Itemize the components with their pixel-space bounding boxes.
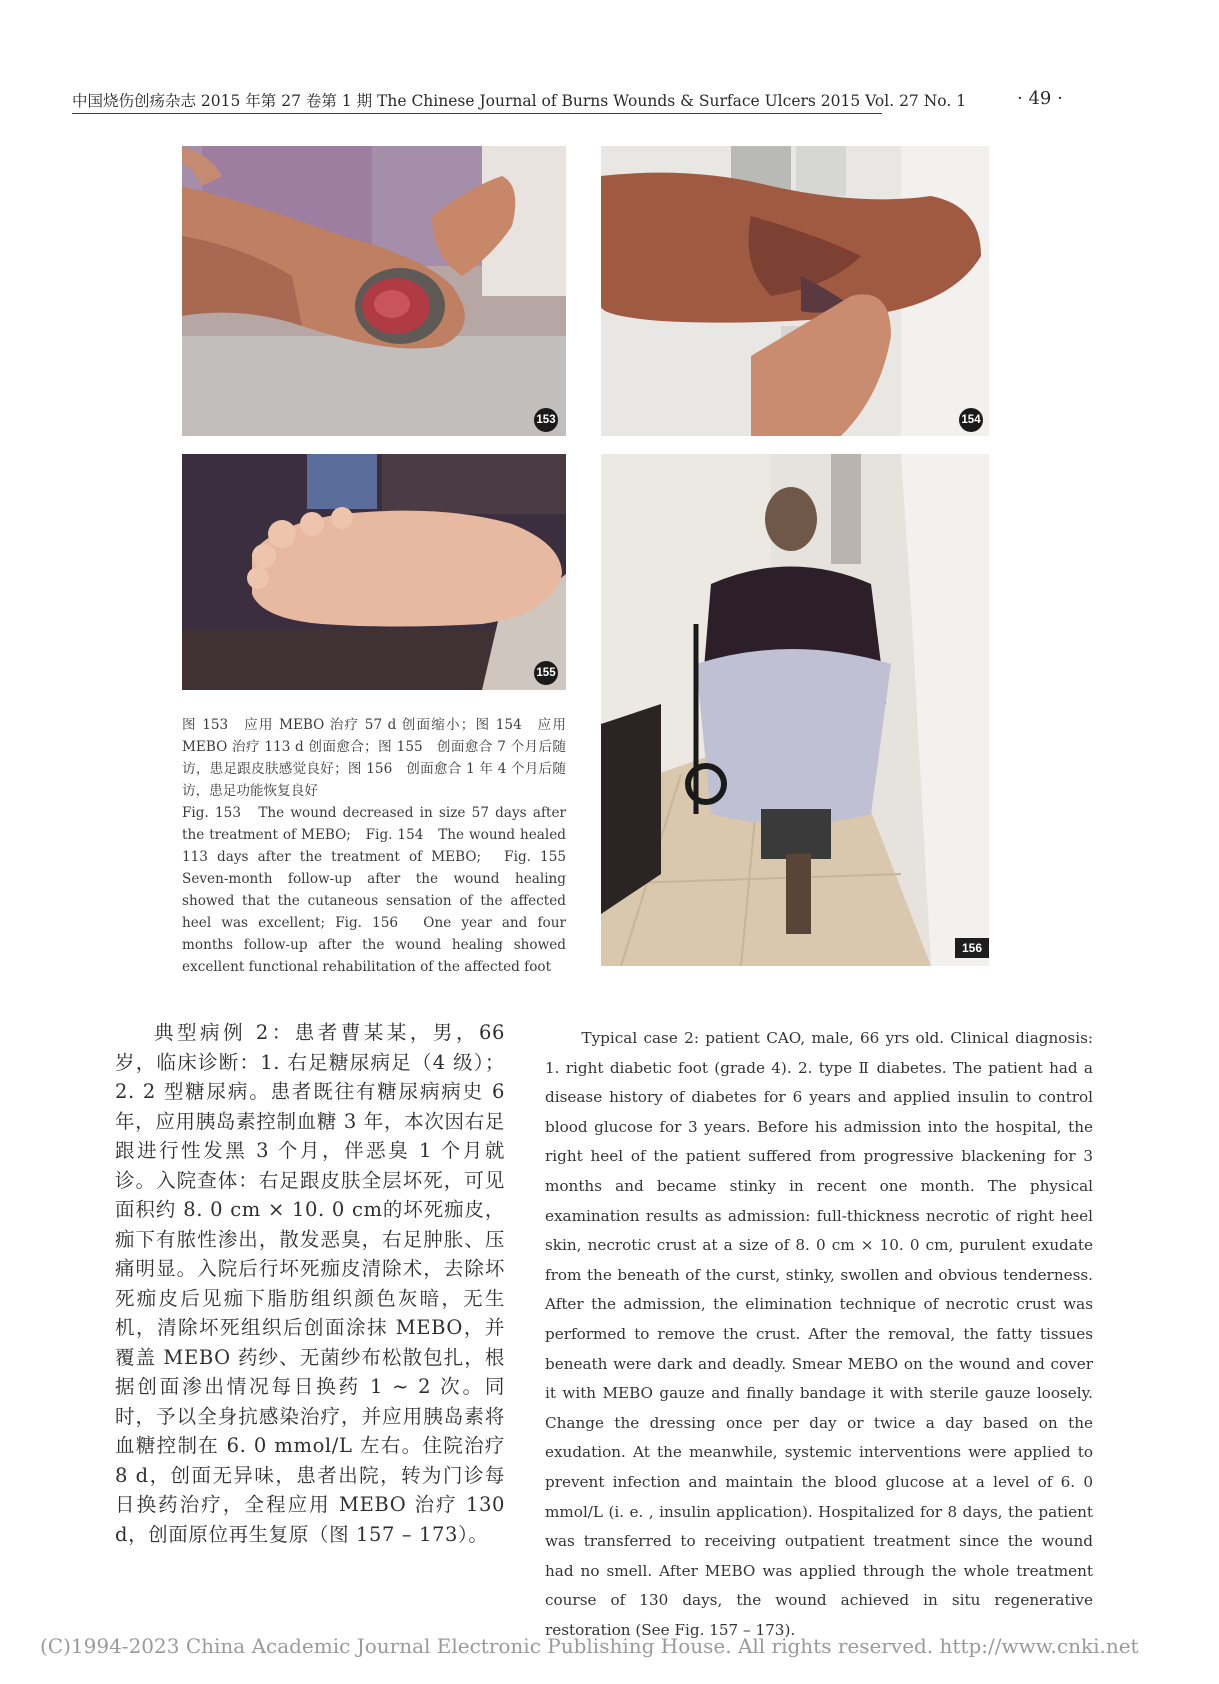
body-english-paragraph: Typical case 2: patient CAO, male, 66 yrs old. Clinical diagnosis: 1. right diabetic foot (grade 4). 2. type Ⅱ diabetes. The patient had a disease history of diabetes for 6 years and applied insulin to control blood glucose for 3 years. Before his admission into the hospital, the right heel of the patient suffered from progressive blackening for 3 months and became stinky in recent one month. The physical examination results as admission: full-thickness necrotic of right heel skin, necrotic crust at a size of 8. 0 cm × 10. 0 cm, purulent exudate from the beneath of the curst, stinky, swollen and obvious tenderness. After the admission, the elimination technique of necrotic crust was performed to remove the crust. After the removal, the fatty tissues beneath were dark and deadly. Smear MEBO on the wound and cover it with MEBO gauze and finally bandage it with sterile gauze loosely. Change the dressing once per day or twice a day based on the exudation. At the meanwhile, systemic interventions were applied to prevent infection and maintain the blood glucose at a level of 6. 0 mmol/L (i. e. , insulin application). Hospitalized for 8 days, the patient was transferred to receiving outpatient treatment since the wound had no smell. After MEBO was applied through the whole treatment course of 130 days, the wound achieved in situ regenerative restoration (See Fig. 157 – 173). <box>545 1029 1093 1639</box>
figure-154-photo <box>601 146 989 436</box>
figure-badge-156: 156 <box>955 938 989 958</box>
figure-badge-155: 155 <box>534 661 558 685</box>
page-number: · 49 · <box>1017 88 1063 109</box>
figure-badge-153: 153 <box>534 408 558 432</box>
figure-badge-154: 154 <box>959 408 983 432</box>
caption-english: Fig. 153 The wound decreased in size 57 days after the treatment of MEBO; Fig. 154 The wound healed 113 days after the treatment of MEBO; Fig. 155 Seven-month follow-up after the wound healing showed that the cutaneous sensation of the affected heel was excellent; Fig. 156 One year and four months follow-up after the wound healing showed excellent functional rehabilitation of the affected foot <box>182 805 580 975</box>
figure-155-photo <box>182 454 566 690</box>
journal-header: 中国烧伤创疡杂志 2015 年第 27 卷第 1 期 The Chinese Journal of Burns Wounds & Surface Ulcers 2015 Vol. 27 No. 1 <box>72 89 882 114</box>
figure-caption <box>182 714 580 978</box>
caption-chinese: 图 153 应用 MEBO 治疗 57 d 创面缩小；图 154 应用 MEBO 治疗 113 d 创面愈合；图 155 创面愈合 7 个月后随访，患足跟皮肤感觉良好；图 156 创面愈合 1 年 4 个月后随访，患足功能恢复良好 <box>182 717 566 799</box>
copyright-footer: (C)1994-2023 China Academic Journal Electronic Publishing House. All rights reserved. http://www.cnki.net <box>40 1634 1139 1658</box>
figure-153-photo <box>182 146 566 436</box>
figure-156-photo <box>601 454 989 966</box>
body-chinese-paragraph: 典型病例 2：患者曹某某，男，66 岁，临床诊断：1. 右足糖尿病足（4 级）；2. 2 型糖尿病。患者既往有糖尿病病史 6 年，应用胰岛素控制血糖 3 年，本次因右足跟进行性发黑 3 个月，伴恶臭 1 个月就诊。入院查体：右足跟皮肤全层坏死，可见面积约 8. 0 cm × 10. 0 cm的坏死痂皮，痂下有脓性渗出，散发恶臭，右足肿胀、压痛明显。入院后行坏死痂皮清除术，去除坏死痂皮后见痂下脂肪组织颜色灰暗，无生机，清除坏死组织后创面涂抹 MEBO，并覆盖 MEBO 药纱、无菌纱布松散包扎，根据创面渗出情况每日换药 1 ~ 2 次。同时，予以全身抗感染治疗，并应用胰岛素将血糖控制在 6. 0 mmol/L 左右。住院治疗 8 d，创面无异味，患者出院，转为门诊每日换药治疗，全程应用 MEBO 治疗 130 d，创面原位再生复原（图 157 – 173）。 <box>115 1021 505 1546</box>
